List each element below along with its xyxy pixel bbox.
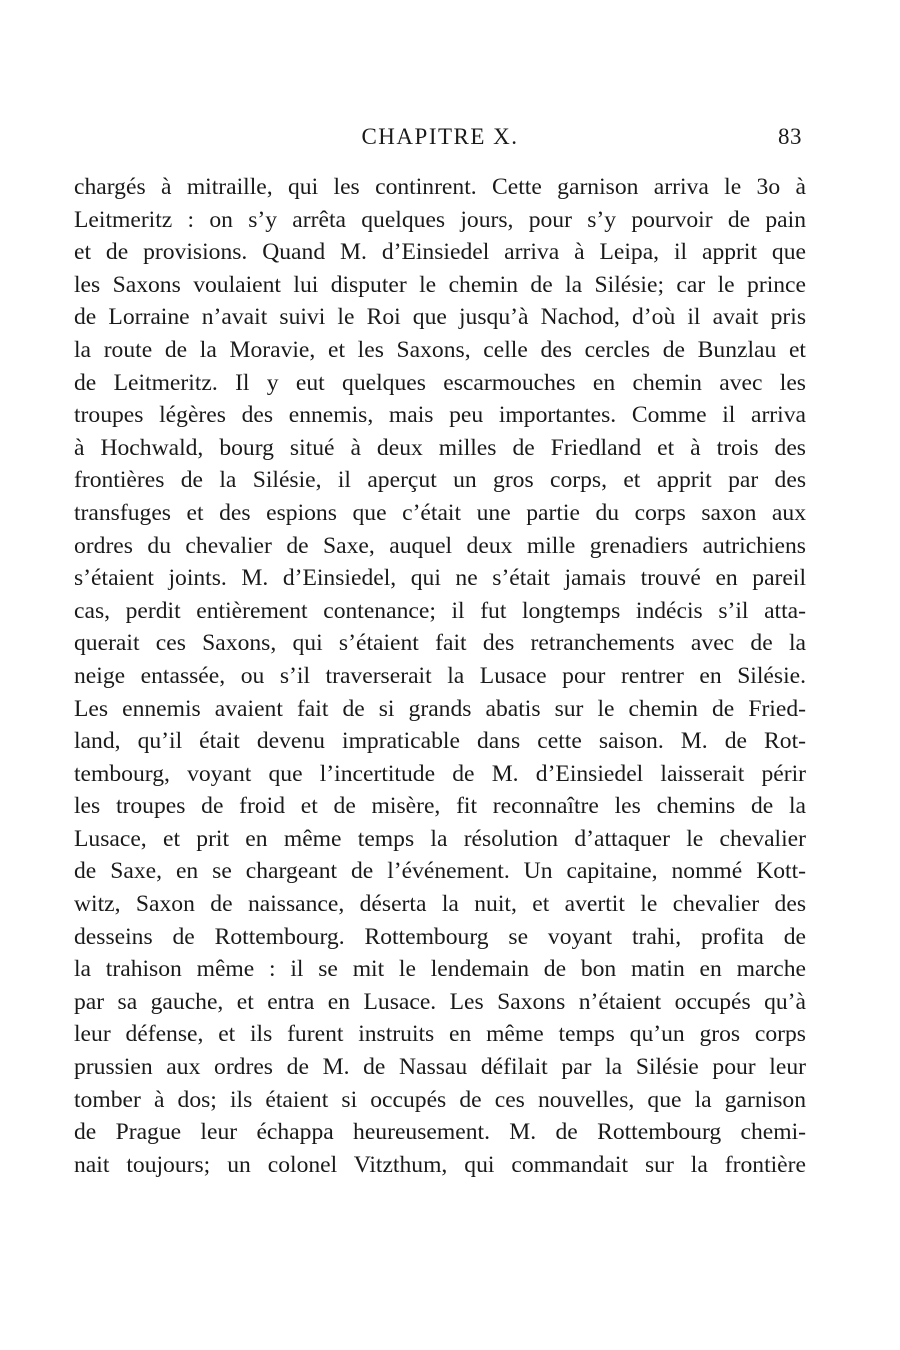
text-line: la route de la Moravie, et les Saxons, celle des cercles de Bunzlau et (74, 336, 806, 363)
text-line: chargés à mitraille, qui les continrent. Cette garnison arriva le 3o à (74, 174, 806, 200)
text-line: land, qu’il était devenu impraticable dans cette saison. M. de Rot- (74, 728, 806, 755)
text-line: s’étaient joints. M. d’Einsiedel, qui ne s’était jamais trouvé en pareil (74, 565, 806, 592)
text-line: les Saxons voulaient lui disputer le chemin de la Silésie; car le prince (74, 271, 806, 298)
text-line: à Hochwald, bourg situé à deux milles de Friedland et à trois des (74, 434, 806, 461)
text-line: troupes légères des ennemis, mais peu importantes. Comme il arriva (74, 402, 806, 429)
text-line: tomber à dos; ils étaient si occupés de ces nouvelles, que la garnison (74, 1086, 806, 1113)
page-number: 83 (778, 124, 802, 149)
body-text (74, 171, 806, 1181)
text-line: witz, Saxon de naissance, déserta la nuit, et avertit le chevalier des (74, 891, 806, 918)
text-line: de Prague leur échappa heureusement. M. de Rottembourg chemi- (74, 1119, 806, 1146)
text-line: Les ennemis avaient fait de si grands abatis sur le chemin de Fried- (74, 695, 806, 722)
text-line: les troupes de froid et de misère, fit reconnaître les chemins de la (74, 793, 806, 820)
text-line: nait toujours; un colonel Vitzthum, qui commandait sur la frontière (74, 1151, 806, 1178)
text-line: par sa gauche, et entra en Lusace. Les Saxons n’étaient occupés qu’à (74, 988, 806, 1015)
chapter-title: CHAPITRE X. (361, 124, 519, 149)
text-line: ordres du chevalier de Saxe, auquel deux mille grenadiers autrichiens (74, 532, 806, 559)
text-line: desseins de Rottembourg. Rottembourg se voyant trahi, profita de (74, 923, 806, 950)
text-line: Leitmeritz : on s’y arrêta quelques jours, pour s’y pourvoir de pain (74, 206, 806, 233)
text-line: de Saxe, en se chargeant de l’événement. Un capitaine, nommé Kott- (74, 858, 806, 885)
text-line: Lusace, et prit en même temps la résolution d’attaquer le chevalier (74, 825, 806, 852)
text-line: prussien aux ordres de M. de Nassau défilait par la Silésie pour leur (74, 1054, 806, 1081)
text-line: neige entassée, ou s’il traverserait la Lusace pour rentrer en Silésie. (74, 662, 806, 689)
text-line: et de provisions. Quand M. d’Einsiedel arriva à Leipa, il apprit que (74, 239, 806, 266)
text-line: frontières de la Silésie, il aperçut un gros corps, et apprit par des (74, 467, 806, 494)
text-line: cas, perdit entièrement contenance; il fut longtemps indécis s’il atta- (74, 597, 806, 624)
text-line: leur défense, et ils furent instruits en même temps qu’un gros corps (74, 1021, 806, 1048)
text-line: transfuges et des espions que c’était une partie du corps saxon aux (74, 499, 806, 526)
text-line: la trahison même : il se mit le lendemain de bon matin en marche (74, 956, 806, 983)
text-line: de Leitmeritz. Il y eut quelques escarmouches en chemin avec les (74, 369, 806, 396)
text-line: querait ces Saxons, qui s’étaient fait des retranchements avec de la (74, 630, 806, 657)
text-line: tembourg, voyant que l’incertitude de M. d’Einsiedel laisserait périr (74, 760, 806, 787)
running-head (74, 124, 806, 156)
text-line: de Lorraine n’avait suivi le Roi que jusqu’à Nachod, d’où il avait pris (74, 304, 806, 331)
